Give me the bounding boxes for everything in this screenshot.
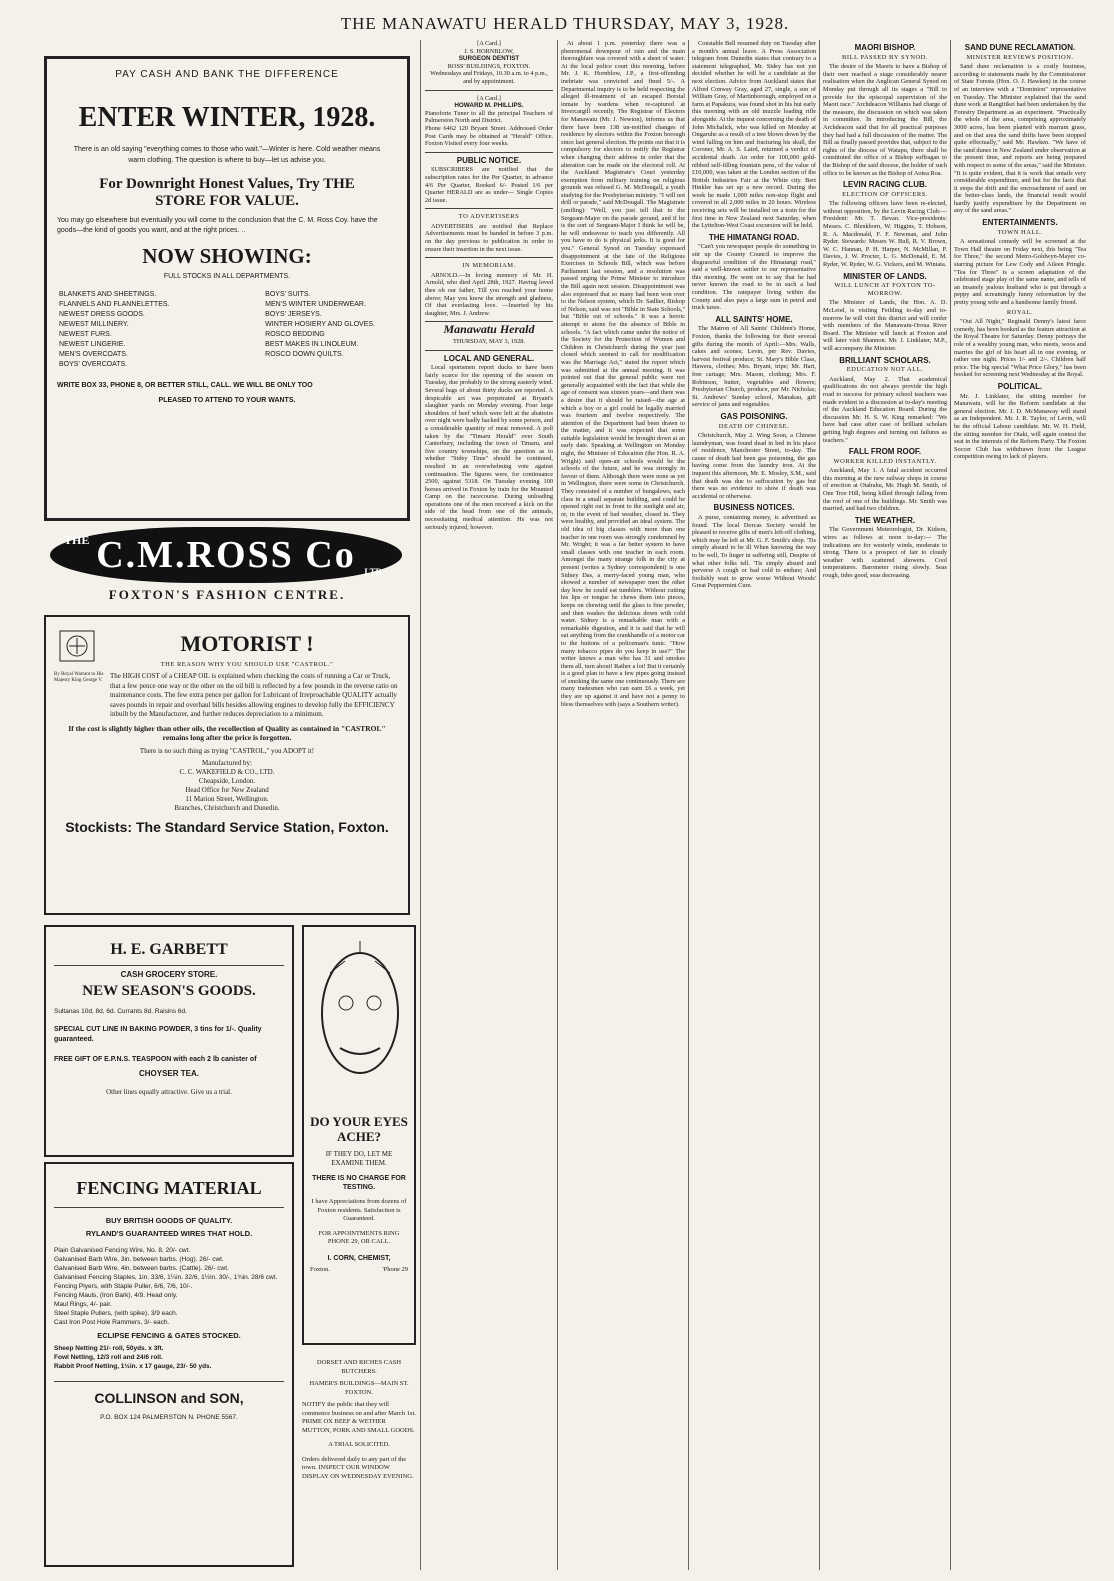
garbett-advertisement xyxy=(44,925,294,1157)
motorist-title: MOTORIST ! xyxy=(180,631,314,656)
advertisers-heading: TO ADVERTISERS xyxy=(458,213,520,221)
local-heading: LOCAL AND GENERAL. xyxy=(443,353,535,363)
brilliant-sub: EDUCATION NOT ALL. xyxy=(846,366,924,374)
face-illustration xyxy=(310,933,410,1103)
weather-heading: THE WEATHER. xyxy=(854,515,916,525)
ad-values: For Downright Honest Values, Try THE xyxy=(99,176,355,192)
garbett-tea: CHOYSER TEA. xyxy=(138,1069,199,1078)
ross-logo-oval xyxy=(50,527,402,583)
allsaints-heading: ALL SAINTS' HOME. xyxy=(715,314,793,324)
eyes-foxton: Foxton. xyxy=(310,1265,331,1273)
ad-tagline: PAY CASH AND BANK THE DIFFERENCE xyxy=(115,69,339,80)
mfr-branches: Branches, Christchurch and Dunedin. xyxy=(174,803,280,812)
eyes-appt: FOR APPOINTMENTS RING PHONE 29, OR CALL. xyxy=(318,1229,400,1245)
fencing-item: Cast Iron Post Hole Rammers, 3/- each. xyxy=(54,1319,170,1326)
column-features xyxy=(692,40,816,1570)
ad-item: WINTER HOSIERY AND GLOVES. xyxy=(265,321,375,328)
garbett-name: H. E. GARBETT xyxy=(110,941,228,958)
ad-item-lists xyxy=(59,290,375,370)
ad-store: STORE FOR VALUE. xyxy=(155,193,299,209)
mfr-address: 11 Marion Street, Wellington. xyxy=(185,794,269,803)
garbett-special: SPECIAL CUT LINE IN BAKING POWDER, 3 tins for 1/-. Quality guaranteed. xyxy=(54,1026,262,1043)
ad-item: BOYS' OVERCOATS. xyxy=(59,361,128,368)
himatangi-heading: THE HIMATANGI ROAD. xyxy=(708,232,800,242)
manufacturer-block xyxy=(54,759,400,813)
fencing-item: Rabbit Proof Netting, 1½in. x 17 gauge, 23/- 50 yds. xyxy=(54,1363,212,1370)
fencing-po: P.O. BOX 124 PALMERSTON N. PHONE 5567. xyxy=(100,1414,238,1421)
royal-heading: ROYAL. xyxy=(1006,308,1034,316)
logo-text: C.M.ROSS Co xyxy=(96,534,356,576)
ad-item: ROSCO DOWN QUILTS. xyxy=(265,351,344,358)
garbett-cash: CASH GROCERY STORE. xyxy=(120,970,218,979)
garbett-free: FREE GIFT OF E.P.N.S. TEASPOON with each 2 lb canister of xyxy=(54,1056,257,1063)
ad-item: NEWEST MILLINERY. xyxy=(59,321,129,328)
fencing-items xyxy=(54,1246,284,1327)
fencing-item: Galvanised Barb Wire, 4in. between barbs. (Cattle). 26/- cwt. xyxy=(54,1265,229,1272)
butcher-advertisement xyxy=(302,1355,416,1565)
fencing-firm: COLLINSON and SON, xyxy=(94,1390,244,1406)
ad-item: ROSCO BEDDING xyxy=(265,331,325,338)
ad-write: WRITE BOX 33, PHONE 8, OR BETTER STILL, CALL. WE WILL BE ONLY TOO xyxy=(57,382,313,389)
entertainments-body: A sensational comedy will be screened at the Town Hall theatre on Friday next, this being "Tea for Three," the second Metro-Goldwyn-Mayer co-starring picture for Lew Cody and Aileen Pringle. "Tea for Three" is a screen adaptation of the celebrated stage play of the same name, and tells of an insanely jealous husband who is put through a peppy and screamingly funny reformation by the pretty young wife and a handsome family friend. xyxy=(954,238,1086,306)
eyes-advertisement xyxy=(302,925,416,1345)
ad-elsewhere: You may go elsewhere but eventually you will come to the conclusion that the C. M. Ross Coy. have the goods—the kind of goods you want, and at the right prices. .. xyxy=(57,217,378,234)
ad-item: MEN'S WINTER UNDERWEAR. xyxy=(265,301,366,308)
fencing-item: Steel Staple Pullers, (with spike), 3/9 each. xyxy=(54,1310,178,1317)
ad-item: FLANNELS AND FLANNELETTES. xyxy=(59,301,170,308)
ad-items-left xyxy=(59,290,169,370)
column-rule xyxy=(950,40,951,1570)
features-body: Constable Bell resumed duty on Tuesday after a month's annual leave. A Press Association telegram from Dunedin states that contrary to a statement telegraphed, Mr. Sidey has not yet decided whether he will be a candidate at the next election. Advice from Auckland states that Alfred Conway Gray, aged 27, single, a son of William Gray, of Martinborough, employed on a farm at Papakura, was found shot in his hut early this morning with an old muzzle loading rifle alongside. At the inquest concerning the death of John Michalick, who was killed on Monday at Ongaruhe as a result of a tree blown down by the wind falling on him and fracturing his skull, the Coroner, Mr. A. S. Laird, returned a verdict of accidental death. An order for 100,000 gold-nibbed self-filling fountain pens, of the value of £10,000, was taken at the London section of the British Industries Fair at the White city. Bert Hinkler has set up a new record. During the week he made 1,000 miles non-stop flight and covered in all 2,000 miles in 20 hours. Wireless receiving sets will be installed on a train for the first time in New Zealand next Saturday, when the Lyttelton-West Coast excursion will be held. xyxy=(692,40,816,230)
head-office: Head Office for New Zealand xyxy=(185,785,269,794)
motorist-quality: If the cost is slightly higher than other oils, the recollection of Quality as contained in "CASTROL" remains long after the price is forgotten. xyxy=(68,723,386,742)
fencing-item: Maul Rings, 4/- pair. xyxy=(54,1301,112,1308)
himatangi-body: "Can't you newspaper people do something to stir up the County Council to improve the disgraceful condition of the Himatangi road," said a well-known settler to our representative this morning. He went on to say that he had never known the road to be in such a bad condition. The ratepayer living within the County and also pays a large sum in petrol and truck taxes. xyxy=(692,243,816,312)
herald-nameplate: Manawatu Herald xyxy=(443,322,535,337)
ross-advertisement xyxy=(44,56,410,521)
ad-headline: ENTER WINTER, 1928. xyxy=(78,102,376,133)
ad-item: NEWEST FURS. xyxy=(59,331,112,338)
mfr-name: C. C. WAKEFIELD & CO., LTD. xyxy=(179,767,275,776)
gas-heading: GAS POISONING. xyxy=(720,411,788,421)
public-notice-text: SUBSCRIBERS are notified that the subscription rates for the Per Quarter, in advance 4/6 Per Quarter, Booked 6/- Posted 1/6 per Quarter HERALD are as under— Single Copies 2d issue. xyxy=(425,166,553,204)
fall-body: Auckland, May 1. A fatal accident occurred this morning at the new railway shops in course of erection at Otahuhu, Mr. Hugh M. Smith, of One Tree Hill, being killed through falling from the roof of one of the buildings. Mr. Smith was married, and had two children. xyxy=(823,467,947,513)
eyes-appreciation: I have Appreciations from dozens of Foxton residents. Satisfaction is Guaranteed. xyxy=(311,1198,407,1222)
motorist-advertisement xyxy=(44,615,410,915)
fencing-item: Sheep Netting 21/- roll, 50yds. x 3ft. xyxy=(54,1345,164,1352)
advertisers-text: ADVERTISERS are notified that Replace Advertisements must be handed in before 3 p.m. on the day previous to publication in order to ensure their insertion in the next issue. xyxy=(425,222,553,253)
fencing-item: Fencing Plyers, with Staple Puller, 6/6, 7/6, 10/-. xyxy=(54,1283,193,1290)
political-heading: POLITICAL. xyxy=(997,381,1043,391)
ad-item: BOYS' JERSEYS. xyxy=(265,311,322,318)
motorist-body: The HIGH COST of a CHEAP OIL is explained when checking the costs of running a Car or Truck, that a few pence one way or the other on the oil bill is reflected by a few pounds in the reverse ratio on maintenance costs. The few extra pence per gallon for Lubricant of Irreproachable QUALITY actually saves pounds in repair and overhaul bills besides allowing engines to develop fully the EFFICIENCY inbuilt by the Manufacturer, and further reduces depreciation to a minimum. xyxy=(110,672,398,718)
dune-sub: MINISTER REVIEWS POSITION. xyxy=(966,53,1074,61)
ad-item: MEN'S OVERCOATS. xyxy=(59,351,128,358)
ad-full-stocks: FULL STOCKS IN ALL DEPARTMENTS. xyxy=(163,273,291,280)
stockists: Stockists: The Standard Service Station, Foxton. xyxy=(65,818,389,835)
fencing-items2 xyxy=(54,1344,284,1371)
dune-heading: SAND DUNE RECLAMATION. xyxy=(964,43,1076,52)
crest-icon xyxy=(54,627,100,667)
garbett-prices: Sultanas 10d, 8d, 6d. Currants 8d. Raisins 6d. xyxy=(54,1008,187,1015)
garbett-other: Other lines equally attractive. Give us a trial. xyxy=(106,1088,232,1096)
ad-pleased: PLEASED TO ATTEND TO YOUR WANTS. xyxy=(158,397,296,404)
card2-text: Pianoforte Tuner to all the principal Teachers of Palmerston North and District. xyxy=(425,109,553,125)
butcher-orders: Orders delivered daily to any part of the town. INSPECT OUR WINDOW DISPLAY ON WEDNESDAY EVENING. xyxy=(302,1455,414,1480)
ad-item: NEWEST LINGERIE. xyxy=(59,341,126,348)
eyes-nocharge: THERE IS NO CHARGE FOR TESTING. xyxy=(312,1175,406,1191)
card-title: SURGEON DENTIST xyxy=(458,55,520,63)
political-body: Mr. J. Linklater, the sitting member for Manawatu, will be the Reform candidate at the general election. Mr. J. D. McManaway will stand as an Independent. Mr. J. R. Taylor, of Levin, will be the official Labour candidate. Mr. W. H. Field, the sitting member for Otaki, will again contest the seat in the interests of the Reform Party. The Foxton Soccer Club has withdrawn from the League competition owing to lack of players. xyxy=(954,392,1086,461)
card-label: [A Card.] xyxy=(477,40,501,47)
eyes-footer xyxy=(310,1266,408,1273)
maori-sub: BILL PASSED BY SYNOD. xyxy=(842,53,928,61)
ad-items-right xyxy=(265,290,375,370)
eyes-title: DO YOUR EYES ACHE? xyxy=(310,1114,408,1144)
fencing-advertisement xyxy=(44,1162,294,1567)
public-notice-heading: PUBLIC NOTICE. xyxy=(456,155,522,165)
butcher-addr: HAMER'S BUILDINGS—MAIN ST. FOXTON. xyxy=(309,1380,409,1396)
royal-warrant: By Royal Warrant to His Majesty King George V. xyxy=(54,672,104,683)
column-rule xyxy=(557,40,558,1570)
memoriam-text: ARNOLD.—In loving memory of Mr. H. Arnold, who died April 28th, 1927. Having loved thee oh our father, Till you reached your home above; May you know the strength and gladness, Of that everlasting love. —Inserted by his daughter, Mrs. J. Andrew. xyxy=(425,271,553,317)
fencing-item: Galvanised Barb Wire, 3in. between barbs. (Hog). 26/- cwt. xyxy=(54,1256,224,1263)
fencing-buy: BUY BRITISH GOODS OF QUALITY. xyxy=(105,1216,233,1225)
allsaints-body: The Matron of All Saints' Children's Home, Foxton, thanks the following for their several gifts during the month of April:—Mrs. Walls, cakes and scones; Levin, per Rev. Davies, harvest festival produce; St. Mary's Bible Class, Hawera, clothes; Mrs. Bryant, tripe; Mr. Hart, free cartage; Mrs. Mason, clothing; Mrs. F. Robinson, butter, vegetables and flowers; Presbyterian Church, produce, per Mr. Nicholas; St. Andrews' Sunday school, Manakau, gift service of jams and vegetables. xyxy=(692,325,816,409)
column-rule xyxy=(688,40,689,1570)
butcher-title: DORSET AND RICHES CASH BUTCHERS. xyxy=(316,1359,402,1375)
butcher-trial: A TRIAL SOLICITED. xyxy=(328,1441,390,1448)
local-body: Local sportsmen report ducks to have been fairly scarce for the opening of the season on Tuesday, due probably to the strong easterly wind. Several bags of about thirty ducks are reported. A despicable act was perpetrated at Bryant's slaughter yards on Monday evening. Four large shoulders of beef which were left at the abattoirs over night were badly hacked by some person, and a considerable quantity of meat removed. A poll taken by the "Timaru Herald" over South Canterbury, including the town of Timaru, and five country townships, on the question as to whether "Sidey Time" should be continued, resulted in an overwhelming vote against continuation. The figures were, for continuance 2500, against 5318. On Tuesday evening 100 horses arrived in Foxton by train for the Mounted Camp on the racecourse. During unloading operations one of the men received a kick on the side of the head from one of the animals, necessitating medical attention. He was not seriously injured, however. xyxy=(425,364,553,531)
ad-item: BLANKETS AND SHEETINGS. xyxy=(59,291,157,298)
column-reports xyxy=(823,40,947,1570)
ad-item: NEWEST DRESS GOODS. xyxy=(59,311,145,318)
lands-body: The Minister of Lands, the Hon. A. D. McLeod, is visiting Feilding to-day and to-morrow he will visit this district and will confer with members of the Manawatu-Oroua River Board. The Minister will lunch at Foxton and will later visit Shannon. Mr. J. Linklater, M.P., will accompany the Minister. xyxy=(823,299,947,352)
card2-name: HOWARD M. PHILLIPS. xyxy=(454,102,524,110)
column-news xyxy=(561,40,685,1570)
townhall-sub: TOWN HALL. xyxy=(997,228,1043,236)
column-rule xyxy=(819,40,820,1570)
brilliant-body: Auckland, May 2. That academical qualifications do not always provide the high road to success for primary school teachers was made evident in a discussion at to-day's meeting of the Auckland Education Board. During the discussion Mr. H. S. W. King remarked: "We have had case after case of brilliant scholars getting high degrees and turning out failures as teachers." xyxy=(823,375,947,444)
gas-body: Christchurch, May 2. Wing Soon, a Chinese laundryman, was found dead in bed in his place of residence, Manchester Street, to-day. The cause of death had been gas poisoning, the gas having come from the laundry iron. At the inquest this afternoon, Mr. E. Mosley, S.M., said that death was due to suffocation by gas but there was no evidence to show if death was accidental or otherwise. xyxy=(692,432,816,500)
fencing-item: Plain Galvanised Fencing Wire, No. 8, 20/- cwt. xyxy=(54,1247,191,1254)
fencing-ryland: RYLAND'S GUARANTEED WIRES THAT HOLD. xyxy=(85,1229,253,1238)
eyes-phone: 'Phone 29 xyxy=(382,1265,408,1273)
column-cards xyxy=(425,40,553,1570)
lands-sub: WILL LUNCH AT FOXTON TO-MORROW. xyxy=(834,282,936,297)
logo-the: THE xyxy=(64,533,90,547)
card-addr: ROSS' BUILDINGS, FOXTON. xyxy=(447,62,531,70)
weather-body: The Government Meteorologist, Dr. Kidson, wires as follows at noon to-day:— The indications are for westerly winds, moderate to strong. There is a prospect of fair to cloudy weather with scattered showers. Cool temperatures. Barometer rising slowly. Seas rough, tides good, seas decreasing. xyxy=(823,526,947,579)
royal-crest xyxy=(54,627,110,684)
business-body: A purse, containing money, is advertised as found. The local Dorcas Society would be pleased to receive gifts of men's left-off clothing, which may be left at Mr. G. F. Smith's shop. 'Tis simply absurd to be ill When knowing the way to be well, To linger in suffering still, Despite of what other folks tell. 'Tis simply absurd and perverse A cough or bad cold to endure; And foolishly wait to grow worse Without Woods' Great Peppermint Cure. xyxy=(692,514,816,590)
brilliant-heading: BRILLIANT SCHOLARS. xyxy=(839,355,931,365)
fencing-title: FENCING MATERIAL xyxy=(76,1178,262,1198)
ad-now-showing: NOW SHOWING: xyxy=(142,244,312,268)
column-rule xyxy=(420,40,421,1570)
ad-intro: There is an old saying "everything comes to those who wait."—Winter is here. Cold weather means warm clothing. The question is where to buy—let us advise you. xyxy=(73,146,381,164)
fencing-item: Fowl Netting, 12/3 roll and 24/6 roll. xyxy=(54,1354,163,1361)
mfr-location: Cheapside, London. xyxy=(198,776,256,785)
ross-logo xyxy=(44,523,410,603)
mfr-label: Manufactured by: xyxy=(202,758,252,767)
ad-item: BOYS' SUITS. xyxy=(265,291,311,298)
ad-item: BEST MAKES IN LINOLEUM. xyxy=(265,341,359,348)
business-heading: BUSINESS NOTICES. xyxy=(713,503,795,513)
fencing-item: Galvanised Fencing Staples, 1in. 33/6, 1¼in. 32/6, 1½in. 30/-, 1¾in. 28/6 cwt. xyxy=(54,1274,278,1281)
card2-phone: Phone 6462 120 Bryant Street. Addressed Order Post Cards may be obtained at "Herald" Office. Foxton Visited every four weeks. xyxy=(425,124,553,148)
maori-body: The desire of the Maoris to have a Bishop of their own reached a stage considerably nearer realisation when the Anglican General Synod on Monday put through all its stages a "Bill to provide for the episcopal supervision of the Maori race." Archdeacon Williams had charge of the measure, the discussion on which was taken in committee. In introducing the Bill, the Archdeacon said that for all practical purposes they had had a full discussion of the matter. The Bill as finally passed provides that, subject to the rights of the diocese of Waiapu, there shall be constituted the office of a Bishop suffragan to the Bishop of the said diocese, the holder of such office to be known as the Bishop of Aotea Roa. xyxy=(823,63,947,177)
lands-heading: MINISTER OF LANDS. xyxy=(843,271,927,281)
fencing-item: Fencing Mauls, (Iron Bark), 4/9. Head only. xyxy=(54,1292,178,1299)
logo-fashion: FOXTON'S FASHION CENTRE. xyxy=(108,587,346,602)
masthead: THE MANAWATU HERALD THURSDAY, MAY 3, 1928. xyxy=(340,14,790,33)
column-sundry xyxy=(954,40,1086,1570)
garbett-new: NEW SEASON'S GOODS. xyxy=(82,983,256,999)
royal-body: "Out All Night," Reginald Denny's latest farce comedy, has been booked as the feature attraction at the Royal Theatre for Saturday. Denny portrays the role of a wealthy young man, who meets, woos and marries the girl of his heart all in one evening, or rather one night. Prices 1/- and 2/-. Children half price. The big special "What Price Glory," has been booked for screening next Wednesday at the Royal. xyxy=(954,318,1086,379)
motorist-adopt: There is no such thing as trying "CASTROL," you ADOPT it! xyxy=(139,746,315,755)
levin-sub: ELECTION OF OFFICERS. xyxy=(842,190,928,198)
fencing-eclipse: ECLIPSE FENCING & GATES STOCKED. xyxy=(97,1331,241,1340)
levin-heading: LEVIN RACING CLUB. xyxy=(843,180,927,190)
card2-label: [A Card.] xyxy=(477,94,501,102)
entertainments-heading: ENTERTAINMENTS. xyxy=(982,218,1058,228)
memoriam-heading: IN MEMORIAM. xyxy=(462,262,516,270)
eyes-chemist: I. CORN, CHEMIST, xyxy=(327,1254,391,1262)
card-name: J. S. HORNBLOW, xyxy=(464,47,514,55)
fall-heading: FALL FROM ROOF. xyxy=(848,447,922,457)
butcher-text: NOTIFY the public that they will commence business on and after March 1st. PRIME OX BEEF & WETHER MUTTON, PORK AND SMALL GOODS. xyxy=(302,1401,416,1434)
card-hours: Wednesdays and Fridays, 10.30 a.m. to 4 p.m., and by appointment. xyxy=(430,70,548,85)
gas-sub: DEATH OF CHINESE. xyxy=(718,422,790,430)
news-body: At about 1 p.m. yesterday there was a phenomenal downpour of rain and the main thoroughfare was covered with a sheet of water. At the local police court this morning, before Mr. J. K. Hornblow, J.P., a first-offending inebriate was convicted and fined 5/-. A Departmental inquiry is to be held respecting the alleged ill-treatment of an escaped Borstal inmate by wardens when re-captured at Invercargill recently. The Registrar of Electors for Manawatu (Mr. J. Newton), informs us that there have been 138 un-notified changes of residence by electors within the Foxton borough since last general election. He points out that it is compulsory for electors to notify the Registrar when changing their address in order that the alteration can be made on the electoral roll. At the Auckland Magistrate's Court yesterday exemption from military training on religious grounds was refused G. M. McDougall, a youth studying for the Presbyterian ministry. "I will not drill or parade," said McDougall. The Magistrate (smiling): "Well, you just tell that to the Sergeant-Major on the parade ground, and if he is the sort of Sergeant-Major I think he will be, he will endeavour to teach you differently. All you have to do is physical jerks. It is good for you." General Synod on Tuesday expressed disappointment at the fate of the Religious Exercises in Schools Bill, which was before Parliament last session, and a resolution was passed urging the Prime Minister to introduce the Bill again next session. Disappointment was also expressed that so many had been won over to the Nelson system, which Dr. Sadlier, Bishop of Nelson, said was not "Bible in State Schools," but "Bible out of schools." It was a heroic attempt to atone for the absence of Bible in schools. "A fact which came under the notice of the Society for the Protection of Women and Children in Christchurch during the year just closed which seemed to call for modification was the Marriage Act," stated the report which was submitted at the annual meeting. It was pointed out that the general public were not generally acquainted with the fact that while the age of consent was sixteen years—and there was a desire that it should be raised—the age at which a boy or a girl could be legally married was fourteen and twelve respectively. The attention of the Department had been drawn to the matter, and it was expected that some suitable legislation would be brought down at an early date. Speaking at Wellington on Monday night, the Minister of Education (the Hon. R. A. Wright) said open-air schools would be the schools of the future, and he was strongly in favour of them. Although there were none as yet in Wellington, there were some in Christchurch. They consisted of a number of bungalows, each class in a small separate building, and could be opened right out in front to the sunlight and air, or, in the event of bad weather, closed in. They were healthy, and provided an ideal system. The old idea of big classes with more than one teacher in one room was strongly condemned by Mr. Wright; it was a far better system to have small classes with one teacher in each room. Amongst the many strange folk in the city at present (writes a Sydney correspondent) is one Sidney Das, a merry-faced young man, who showed a number of newspaper men the other day how he could eat tumblers. Without cutting his lips or tongue he chews them into pieces, keeps on chewing until the glass is fine powder, and then washes the delicious down with cold water. Sidney is a remarkable man with a remarkable digestion, and it is said that he will eat anything from the crankhandle of a motor car to the buttons of a policeman's tunic. "How many tobacco pipes do you keep in use?" The writer knows a man who has 31 and smokes them all, turn about! Rather a lot! But it certainly is a good plan to have a few pipes going instead of smoking the same one continuously. There are many tradesmen who can earn £6 a week, yet they are up against it and have not a penny to bless themselves with (says a Southern writer). xyxy=(561,40,685,708)
motorist-sub: THE REASON WHY YOU SHOULD USE "CASTROL." xyxy=(160,661,334,668)
eyes-sub: IF THEY DO, LET ME EXAMINE THEM. xyxy=(325,1150,393,1167)
herald-date: THURSDAY, MAY 3, 1928. xyxy=(453,338,525,345)
logo-ltd: LTD xyxy=(364,567,382,577)
maori-heading: MAORI BISHOP. xyxy=(854,43,916,52)
dune-body: Sand dune reclamation is a costly business, according to statements made by the Commissioner of State Forests (Hon. O. J. Hawken) in the course of an interview with a "Dominion" representative on Tuesday. The Minister explained that the sand dune work at Rangitikei had been undertaken by the Forestry Department as an experiment. "Practically the whole of the area, comprising approximately 3000 acres, has been planted with marram grass, and on that area the sand drifts have been stopped quite effectually," said Mr. Hawken. "We have of the sand dunes in New Zealand under observation at the present time, and reports are being prepared with respect to some of the areas," said the Minister. "It is quite evident, that it is work that entails very considerable expenditure, and but for the facts that it stops the drift and the encroachment of sand on the better-class lands, the financial result would hardly justify expenditure by the Department on any of the sand areas." xyxy=(954,63,1086,215)
levin-body: The following officers have been re-elected, without opposition, by the Levin Racing Club:—President: Mr. T. Bevan. Vice-presidents: Messrs. C. Blenkhorn, W. Higgins, T. Hobson, R. A. Macdonald, F. F. Newman, and John Ryder. Stewards: Messrs W. Bull, R. V. Brown, W. C. Hannan, P. H. Harper, N. McMillan, P. Davies, J. W. Procter, L. G. McDonald, E. M. Ryder, W. Ryder, W. G. Vickers, and M. Winiata. xyxy=(823,200,947,269)
fall-sub: WORKER KILLED INSTANTLY. xyxy=(833,457,937,465)
